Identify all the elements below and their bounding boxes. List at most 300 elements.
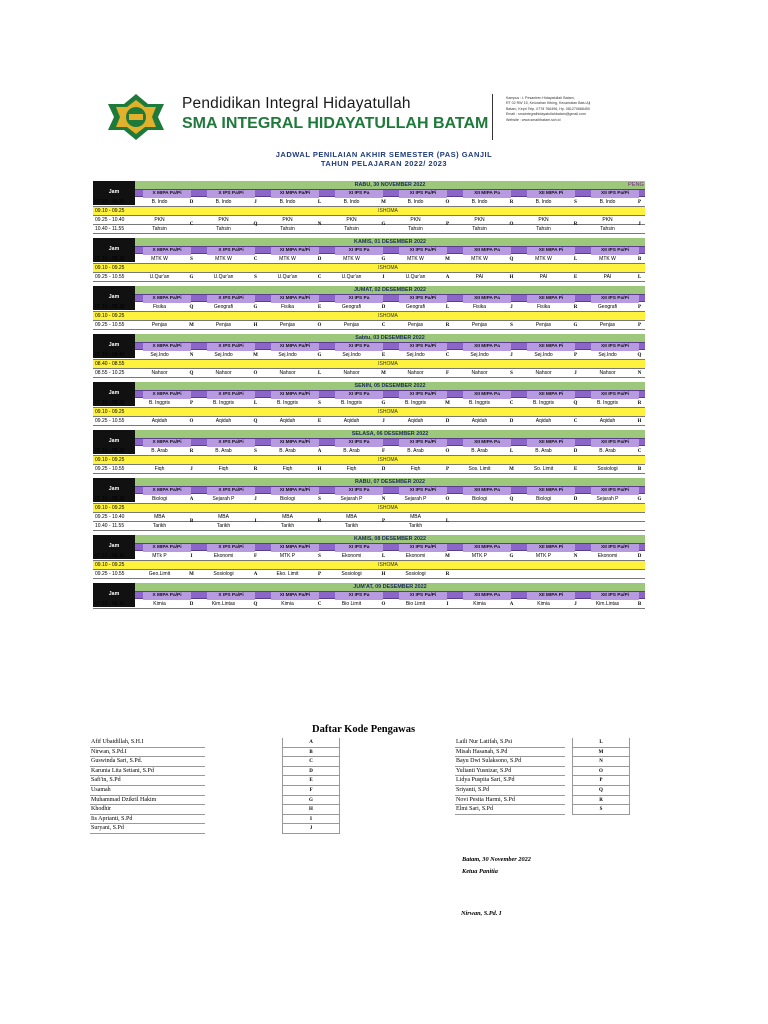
proctor-code: A — [509, 602, 514, 607]
subject-cell: Kim.Lintas — [211, 601, 236, 607]
subject-cell: Sos. Limit — [468, 466, 491, 472]
subject-cell: B. Arab — [279, 448, 296, 454]
time-slot: 09.10 - 09.25 — [95, 457, 125, 463]
proctor-row — [90, 767, 313, 777]
proctor-code: B — [637, 602, 642, 607]
proctor-code: M — [381, 200, 386, 205]
proctor-code-cell: R — [572, 796, 630, 806]
subject-cell: Nahsor — [151, 370, 168, 376]
ishoma-row — [93, 504, 645, 513]
subject-cell: Kimia — [537, 601, 550, 607]
ishoma-label: ISHOMA — [378, 562, 398, 568]
proctor-code: D — [509, 419, 514, 424]
subject-cell: B. Indo — [343, 199, 360, 205]
proctor-code: O — [189, 419, 194, 424]
ishoma-label: ISHOMA — [378, 265, 398, 271]
class-header: XI MIPA Pa/Pi — [271, 190, 319, 198]
proctor-code: C — [317, 602, 322, 607]
class-header: XI IPS Pa/Pi — [399, 343, 447, 351]
subject-cell: Tarikh — [280, 523, 295, 529]
subject-cell: Tahsin — [344, 226, 359, 232]
class-header: X MIPA Pa/Pi — [143, 544, 191, 552]
proctor-row — [455, 767, 665, 777]
ishoma-label: ISHOMA — [378, 457, 398, 463]
subject-cell: Aqidah — [279, 418, 296, 424]
subject-cell: PKN — [410, 217, 421, 223]
subject-cell: PAI — [539, 274, 548, 280]
jam-header: Jam — [93, 238, 135, 262]
proctor-code: S — [318, 497, 321, 502]
proctor-row — [90, 796, 313, 806]
class-header: XII MIPA Pi — [527, 343, 575, 351]
subject-cell: Fiqh — [410, 466, 421, 472]
proctor-code-cell: H — [282, 805, 340, 815]
proctor-code: G — [253, 305, 258, 310]
subject-cell: Tarikh — [344, 523, 359, 529]
proctor-row — [90, 805, 313, 815]
subject-cell: U.Qur'an — [149, 274, 170, 280]
address-block — [506, 96, 666, 123]
class-header: XI MIPA Pa/Pi — [271, 247, 319, 255]
class-header: X IPS Pa/Pi — [207, 544, 255, 552]
proctor-name: Karunia Lita Setiani, S.Pd — [90, 767, 205, 777]
subject-cell: U.Qur'an — [213, 274, 234, 280]
class-header: X IPS Pa/Pi — [207, 190, 255, 198]
day-title: RABU, 30 NOVEMBER 2022 — [135, 181, 645, 189]
proctor-code: P — [445, 222, 450, 227]
time-slot: 07.10 - 08.40 — [95, 352, 125, 358]
proctor-code: D — [381, 305, 386, 310]
proctor-code: L — [317, 200, 322, 205]
proctor-code: M — [445, 257, 450, 262]
subject-cell: B. Inggris — [148, 400, 171, 406]
subject-cell: Fiqh — [282, 466, 293, 472]
class-header: X MIPA Pa/Pi — [143, 439, 191, 447]
proctor-code: S — [190, 257, 193, 262]
proctor-code: N — [317, 222, 322, 227]
class-header: XI MIPA Pa/Pi — [271, 343, 319, 351]
day-block — [93, 181, 645, 234]
subject-cell: Tahsin — [472, 226, 487, 232]
subject-cell: Ekonomi — [213, 553, 234, 559]
class-header: XII MIPA Pa — [463, 295, 511, 303]
class-header: XI IPS Pa/Pi — [399, 247, 447, 255]
proctor-code: Q — [637, 353, 642, 358]
proctor-code: D — [445, 419, 450, 424]
proctor-name: Bayu Dwi Sulaksono, S.Pd — [455, 757, 565, 767]
subject-cell: MBA — [218, 514, 229, 520]
class-header: XI IPS Pa/Pi — [399, 487, 447, 495]
ishoma-row — [93, 264, 645, 273]
proctor-code: P — [317, 572, 322, 577]
subject-cell: B. Inggris — [276, 400, 299, 406]
proctor-name: Laili Nur Latifah, S.Psi — [455, 738, 565, 748]
jam-header: Jam — [93, 478, 135, 502]
subject-cell: Aqidah — [407, 418, 424, 424]
time-slot: 09.10 - 09.25 — [95, 505, 125, 511]
schedule-row — [93, 216, 645, 225]
subject-cell: B. Inggris — [532, 400, 555, 406]
class-header: XII IPS Pa/Pi — [591, 247, 639, 255]
proctor-code: J — [638, 222, 641, 227]
proctor-code: I — [254, 519, 257, 524]
class-header: X MIPA Pa/Pi — [143, 190, 191, 198]
class-header: XI IPS Pa — [335, 592, 383, 600]
proctor-list-left — [90, 738, 313, 834]
proctor-code: G — [317, 353, 322, 358]
proctor-code: B — [637, 467, 642, 472]
proctor-code: C — [189, 222, 194, 227]
schedule-row — [93, 495, 645, 504]
day-block — [93, 478, 645, 531]
class-header: XI IPS Pa/Pi — [399, 295, 447, 303]
subject-cell: So. Limit — [533, 466, 554, 472]
proctor-code-cell: Q — [572, 786, 630, 796]
subject-cell: Geo.Limit — [148, 571, 171, 577]
subject-cell: Biologi — [279, 496, 295, 502]
subject-cell: Aqidah — [535, 418, 552, 424]
subject-cell: Aqidah — [215, 418, 232, 424]
subject-cell: MTK W — [471, 256, 488, 262]
class-header-row — [135, 294, 645, 302]
ishoma-label: ISHOMA — [378, 361, 398, 367]
class-header: XI IPS Pa — [335, 391, 383, 399]
subject-cell: Geografi — [597, 304, 618, 310]
class-header: X IPS Pa/Pi — [207, 391, 255, 399]
proctor-name: Yulianti Yusnizar, S.Pd — [455, 767, 565, 777]
subject-cell: Tarikh — [152, 523, 167, 529]
proctor-row — [90, 738, 313, 748]
subject-cell: B. Arab — [535, 448, 552, 454]
proctor-code: G — [189, 275, 194, 280]
address-line: Email : smaintegralhidayatullahbatam@gmail.com — [506, 112, 586, 117]
proctor-code: F — [445, 371, 450, 376]
proctor-code: O — [445, 497, 450, 502]
subject-cell: Penjas — [151, 322, 168, 328]
subject-cell: Penjas — [279, 322, 296, 328]
subject-cell: Geografi — [213, 304, 234, 310]
proctor-code: P — [637, 305, 642, 310]
document-subtitle: TAHUN PELAJARAN 2022/ 2023 — [320, 159, 448, 168]
proctor-code: S — [254, 449, 257, 454]
proctor-code: R — [189, 449, 194, 454]
subject-cell: Sosiologi — [597, 466, 618, 472]
class-header: XII MIPA Pa — [463, 190, 511, 198]
proctor-code: L — [253, 401, 258, 406]
subject-cell: Penjas — [343, 322, 360, 328]
class-header: XI IPS Pa/Pi — [399, 592, 447, 600]
time-slot: 07.10 - 09.10 — [95, 304, 125, 310]
class-header: XII MIPA Pi — [527, 487, 575, 495]
day-block — [93, 583, 645, 609]
time-slot: 09.25 - 10.55 — [95, 274, 125, 280]
subject-cell: Penjas — [535, 322, 552, 328]
header-line-1: Pendidikan Integral Hidayatullah — [182, 95, 411, 112]
time-slot: 09.10 - 09.25 — [95, 313, 125, 319]
proctor-code: R — [637, 401, 642, 406]
jam-header: Jam — [93, 430, 135, 454]
header-line-2: SMA INTEGRAL HIDAYATULLAH BATAM — [182, 115, 489, 132]
class-header: X MIPA Pa/Pi — [143, 295, 191, 303]
time-slot: 09.10 - 09.25 — [95, 208, 125, 214]
proctor-code: O — [445, 200, 450, 205]
proctor-code: E — [317, 419, 322, 424]
day-title: KAMIS, 01 DESEMBER 2022 — [135, 238, 645, 246]
subject-cell: Tahsin — [216, 226, 231, 232]
proctor-code: R — [509, 200, 514, 205]
ishoma-label: ISHOMA — [378, 313, 398, 319]
subject-cell: Bio Limit — [405, 601, 426, 607]
subject-cell: Nahsor — [535, 370, 552, 376]
ishoma-row — [93, 360, 645, 369]
proctor-code: M — [509, 467, 514, 472]
proctor-code: L — [445, 305, 450, 310]
proctor-code-cell: S — [572, 805, 630, 815]
subject-cell: Kim.Lintas — [595, 601, 620, 607]
time-slot: 09.25 - 10.55 — [95, 571, 125, 577]
subject-cell: PKN — [474, 217, 485, 223]
proctor-code: J — [254, 497, 257, 502]
proctor-row — [90, 757, 313, 767]
class-header: X IPS Pa/Pi — [207, 247, 255, 255]
schedule-row — [93, 255, 645, 264]
day-block — [93, 535, 645, 579]
proctor-code: E — [381, 353, 386, 358]
class-header: XI IPS Pa/Pi — [399, 190, 447, 198]
subject-cell: MBA — [346, 514, 357, 520]
subject-cell: B. Arab — [471, 448, 488, 454]
proctor-code: A — [317, 449, 322, 454]
class-header: XII MIPA Pa — [463, 544, 511, 552]
proctor-name: Iis Aprianti, S.Pd — [90, 815, 205, 825]
proctor-code: L — [317, 371, 322, 376]
subject-cell: PKN — [346, 217, 357, 223]
class-header: X IPS Pa/Pi — [207, 487, 255, 495]
proctor-code: R — [317, 519, 322, 524]
subject-cell: PKN — [538, 217, 549, 223]
proctor-code: O — [317, 323, 322, 328]
proctor-code: C — [445, 353, 450, 358]
address-line: RT 02 RW 15, Kelurahan Kibing, Kecamatan Batu Aji — [506, 101, 591, 106]
proctor-code: C — [381, 323, 386, 328]
schedule-row — [93, 399, 645, 408]
proctor-code-cell: A — [282, 738, 340, 748]
proctor-code-cell: C — [282, 757, 340, 767]
proctor-code: P — [573, 353, 578, 358]
subject-cell: Tahsin — [280, 226, 295, 232]
subject-cell: B. Arab — [343, 448, 360, 454]
proctor-row — [455, 738, 665, 748]
schedule-row — [93, 552, 645, 561]
class-header: X IPS Pa/Pi — [207, 592, 255, 600]
proctor-code: C — [637, 449, 642, 454]
proctor-name: Afif Ubaidillah, S.H.I — [90, 738, 205, 748]
class-header: XI IPS Pa — [335, 544, 383, 552]
subject-cell: PKN — [602, 217, 613, 223]
subject-cell: Sej.Indo — [214, 352, 233, 358]
proctor-name: Khodhir — [90, 805, 205, 815]
proctor-code: S — [254, 275, 257, 280]
time-slot: 07.10 - 09.10 — [95, 601, 125, 607]
proctor-code: G — [573, 323, 578, 328]
subject-cell: Fiqh — [154, 466, 165, 472]
class-header: XII MIPA Pa — [463, 343, 511, 351]
subject-cell: MBA — [282, 514, 293, 520]
class-header: XII MIPA Pa — [463, 439, 511, 447]
proctor-code: H — [509, 275, 514, 280]
proctor-code: E — [573, 467, 578, 472]
subject-cell: MTK W — [343, 256, 360, 262]
proctor-code: J — [190, 467, 193, 472]
subject-cell: Ekonomi — [341, 553, 362, 559]
pengawas-header: PENG — [628, 182, 644, 188]
subject-cell: PKN — [282, 217, 293, 223]
class-header-row — [135, 543, 645, 551]
ishoma-row — [93, 456, 645, 465]
proctor-code-cell: O — [572, 767, 630, 777]
subject-cell: B. Indo — [279, 199, 296, 205]
class-header: XII IPS Pa/Pi — [591, 295, 639, 303]
proctor-code: M — [189, 572, 194, 577]
proctor-code: Q — [253, 602, 258, 607]
subject-cell: B. Inggris — [340, 400, 363, 406]
class-header: XI IPS Pa — [335, 247, 383, 255]
proctor-code-cell: B — [282, 748, 340, 758]
subject-cell: Bio Limit — [341, 601, 362, 607]
proctor-code: Q — [509, 257, 514, 262]
class-header: XII IPS Pa/Pi — [591, 391, 639, 399]
ishoma-row — [93, 408, 645, 417]
class-header: XII MIPA Pa — [463, 247, 511, 255]
proctor-code: F — [253, 554, 258, 559]
proctor-code: O — [381, 602, 386, 607]
time-slot: 08.55 - 10.25 — [95, 370, 125, 376]
schedule-row — [93, 513, 645, 522]
schedule-row — [93, 519, 645, 531]
proctor-code: M — [381, 371, 386, 376]
proctor-code: M — [445, 554, 450, 559]
proctor-code: B — [189, 519, 194, 524]
proctor-code: P — [381, 519, 386, 524]
class-header: XII MIPA Pi — [527, 190, 575, 198]
subject-cell: MTK W — [407, 256, 424, 262]
proctor-row — [455, 776, 665, 786]
proctor-code: N — [381, 497, 386, 502]
proctor-code: C — [573, 419, 578, 424]
time-slot: 10.40 - 11.55 — [95, 523, 125, 529]
proctor-code: E — [317, 305, 322, 310]
subject-cell: MTK W — [151, 256, 168, 262]
day-block — [93, 238, 645, 282]
class-header: X IPS Pa/Pi — [207, 439, 255, 447]
subject-cell: Sejarah P — [212, 496, 235, 502]
class-header: XI IPS Pa — [335, 295, 383, 303]
proctor-row — [455, 805, 665, 815]
subject-cell: PAI — [603, 274, 612, 280]
proctor-code: P — [189, 401, 194, 406]
subject-cell: Kimia — [473, 601, 486, 607]
subject-cell: Sosiologi — [341, 571, 362, 577]
schedule-row — [93, 198, 645, 207]
subject-cell: Sej.Indo — [342, 352, 361, 358]
class-header-row — [135, 438, 645, 446]
subject-cell: B. Inggris — [404, 400, 427, 406]
subject-cell: U.Qur'an — [341, 274, 362, 280]
day-title: JUMAT, 02 DESEMBER 2022 — [135, 286, 645, 294]
jam-header: Jam — [93, 382, 135, 406]
subject-cell: Aqidah — [599, 418, 616, 424]
proctor-code: J — [382, 419, 385, 424]
subject-cell: MTK P — [471, 553, 488, 559]
proctor-row — [90, 815, 312, 825]
class-header: XII IPS Pa/Pi — [591, 544, 639, 552]
schedule-row — [93, 303, 645, 312]
proctor-code: L — [637, 275, 642, 280]
subject-cell: MTK P — [535, 553, 552, 559]
proctor-code: Q — [189, 371, 194, 376]
schedule-row — [93, 273, 645, 282]
class-header: XII MIPA Pi — [527, 391, 575, 399]
proctor-code: E — [573, 275, 578, 280]
proctor-code: R — [573, 305, 578, 310]
proctor-code: M — [445, 401, 450, 406]
subject-cell: Nahsor — [599, 370, 616, 376]
schedule-row — [93, 351, 645, 360]
proctor-code: P — [637, 323, 642, 328]
subject-cell: B. Indo — [151, 199, 168, 205]
class-header-row — [135, 390, 645, 398]
subject-cell: Tahsin — [152, 226, 167, 232]
subject-cell: Penjas — [471, 322, 488, 328]
subject-cell: MBA — [154, 514, 165, 520]
day-title: KAMIS, 08 DESEMBER 2022 — [135, 535, 645, 543]
proctor-row — [90, 748, 313, 758]
proctor-row — [455, 796, 665, 806]
proctor-code: M — [189, 323, 194, 328]
subject-cell: B. Indo — [471, 199, 488, 205]
class-header: XI MIPA Pa/Pi — [271, 391, 319, 399]
class-header: XI MIPA Pa/Pi — [271, 544, 319, 552]
time-slot: 09.10 - 09.25 — [95, 562, 125, 568]
class-header: XI IPS Pa — [335, 343, 383, 351]
proctor-code: J — [574, 602, 577, 607]
class-header-row — [135, 246, 645, 254]
subject-cell: Fiqh — [218, 466, 229, 472]
subject-cell: B. Arab — [151, 448, 168, 454]
proctor-name: Usamah — [90, 786, 205, 796]
jam-header: Jam — [93, 286, 135, 310]
class-header: XI MIPA Pa/Pi — [271, 295, 319, 303]
jam-header: Jam — [93, 535, 135, 559]
ishoma-row — [93, 561, 645, 570]
time-slot: 09.25 - 10.40 — [95, 514, 125, 520]
proctor-code: Q — [253, 222, 258, 227]
time-slot: 10.40 - 11.55 — [95, 226, 125, 232]
class-header: X IPS Pa/Pi — [207, 295, 255, 303]
proctor-code: R — [253, 467, 258, 472]
proctor-code: Q — [509, 497, 514, 502]
subject-cell: PAI — [475, 274, 484, 280]
proctor-name: Guswinda Sari, S.Pd. — [90, 757, 205, 767]
proctor-name: Lidya Puspita Sari, S.Pd — [455, 776, 565, 786]
class-header: XII IPS Pa/Pi — [591, 190, 639, 198]
time-slot: 09.10 - 09.25 — [95, 265, 125, 271]
schedule-row — [93, 222, 645, 234]
subject-cell: Ekonomi — [405, 553, 426, 559]
proctor-code: R — [445, 572, 450, 577]
schedule-row — [93, 321, 645, 330]
schedule-row — [93, 369, 645, 378]
